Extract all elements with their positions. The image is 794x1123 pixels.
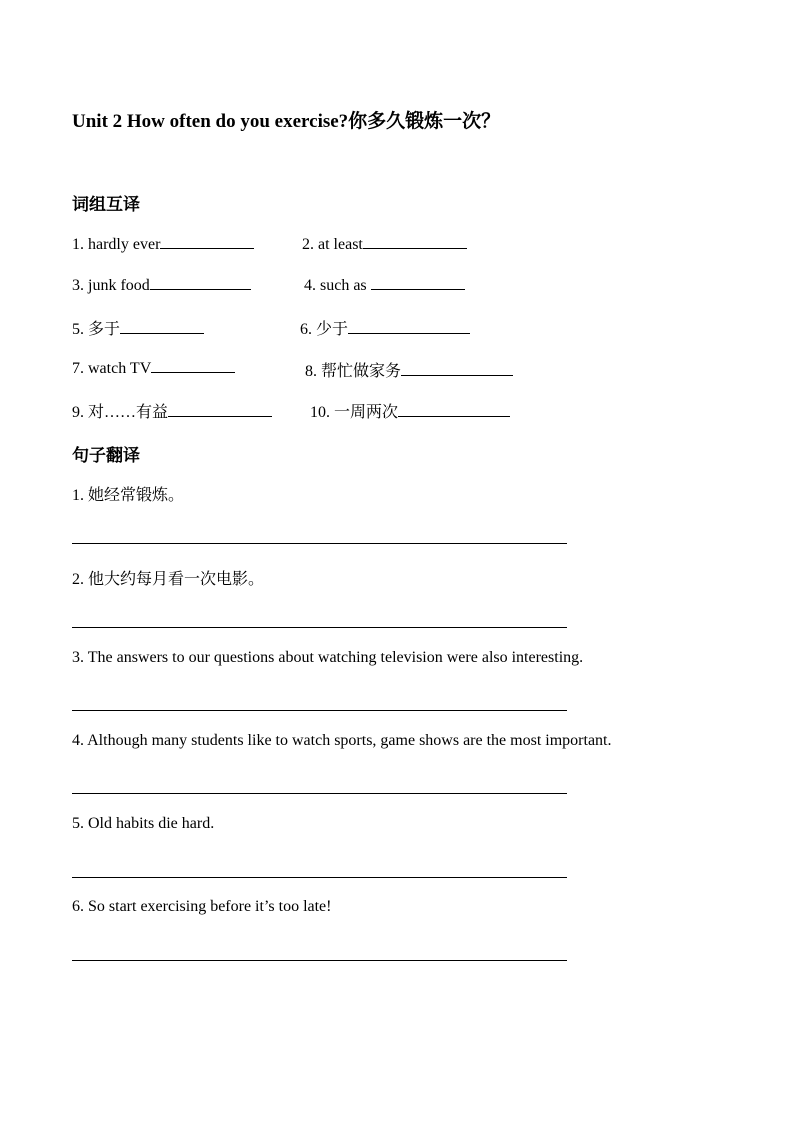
vocab-item-4: [304, 275, 465, 295]
vocab-item-text: 3. junk food: [72, 277, 150, 294]
vocab-item-text: 1. hardly ever: [72, 236, 161, 253]
vocab-item-1: [72, 234, 254, 254]
vocab-item-text: 5. 多于: [72, 321, 121, 338]
answer-line-3[interactable]: [72, 710, 567, 711]
vocab-item-text: 7. watch TV: [72, 360, 152, 377]
vocab-answer-blank[interactable]: [401, 361, 513, 376]
vocab-answer-blank[interactable]: [398, 402, 510, 417]
sentence-item-4: 4. Although many students like to watch sports, game shows are the most important.: [72, 732, 612, 749]
vocab-item-text: 8. 帮忙做家务: [305, 363, 402, 380]
answer-line-6[interactable]: [72, 960, 567, 961]
vocab-item-3: [72, 275, 251, 295]
vocab-answer-blank[interactable]: [348, 319, 470, 334]
vocab-answer-blank[interactable]: [363, 234, 467, 249]
sentence-item-3: 3. The answers to our questions about watching television were also interesting.: [72, 649, 584, 666]
vocab-item-text: 10. 一周两次: [310, 404, 399, 421]
vocab-item-6: [300, 316, 470, 339]
sentence-item-1: 1. 她经常锻炼。: [72, 487, 185, 504]
vocab-item-text: 2. at least: [302, 236, 363, 253]
vocab-answer-blank[interactable]: [371, 275, 465, 290]
vocab-answer-blank[interactable]: [168, 402, 272, 417]
vocab-item-text: 4. such as: [304, 277, 371, 294]
sentence-item-2: 2. 他大约每月看一次电影。: [72, 571, 265, 588]
vocab-answer-blank[interactable]: [151, 358, 235, 373]
vocab-item-8: [305, 358, 513, 381]
vocab-item-text: 9. 对……有益: [72, 404, 169, 421]
vocab-item-9: [72, 399, 272, 422]
answer-line-1[interactable]: [72, 543, 567, 544]
vocab-item-7: [72, 358, 235, 378]
vocab-answer-blank[interactable]: [160, 234, 254, 249]
vocab-item-2: [302, 234, 467, 254]
sentence-item-5: 5. Old habits die hard.: [72, 815, 215, 832]
sentence-item-6: 6. So start exercising before it’s too late!: [72, 898, 332, 915]
sentence-section-heading: 句子翻译: [72, 446, 140, 466]
answer-line-5[interactable]: [72, 877, 567, 878]
vocab-item-text: 6. 少于: [300, 321, 349, 338]
vocab-answer-blank[interactable]: [150, 275, 251, 290]
vocab-section-heading: 词组互译: [72, 195, 140, 215]
answer-line-4[interactable]: [72, 793, 567, 794]
answer-line-2[interactable]: [72, 627, 567, 628]
vocab-item-10: [310, 399, 510, 422]
vocab-item-5: [72, 316, 204, 339]
vocab-answer-blank[interactable]: [120, 319, 204, 334]
page-title: Unit 2 How often do you exercise?你多久锻炼一次？: [72, 111, 501, 132]
